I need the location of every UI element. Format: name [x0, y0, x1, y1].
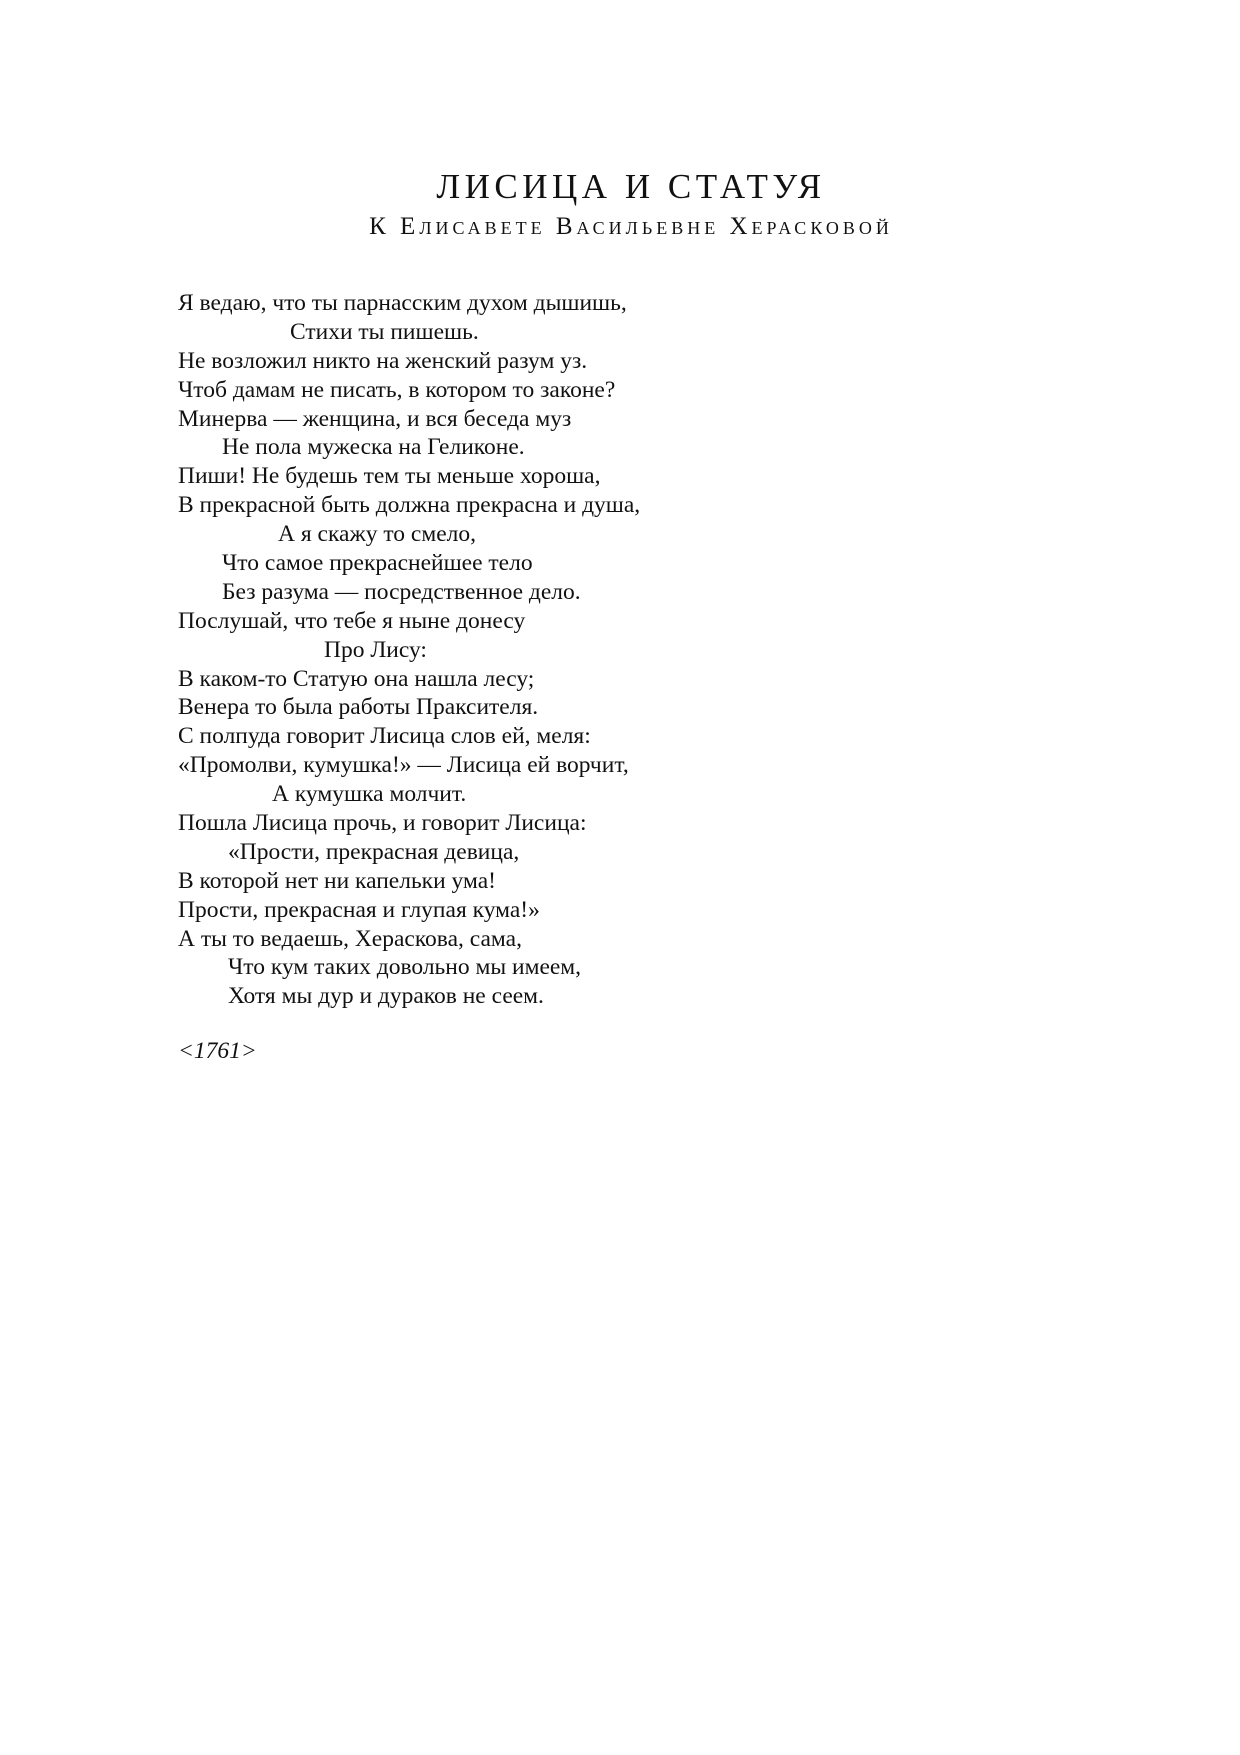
verse-line: Что кум таких довольно мы имеем, — [228, 954, 582, 981]
verse-line: С полпуда говорит Лисица слов ей, меля: — [178, 723, 591, 750]
verse-line: Послушай, что тебе я ныне донесу — [178, 607, 526, 634]
verse-line: Что самое прекраснейшее тело — [222, 550, 533, 577]
poem-dedication: К Елисавете Васильевне Херасковой — [369, 213, 893, 240]
verse-line: Пошла Лисица прочь, и говорит Лисица: — [178, 810, 587, 837]
verse-line: А я скажу то смело, — [278, 521, 476, 548]
verse-line: Не пола мужеска на Геликоне. — [222, 434, 525, 461]
verse-line: А ты то ведаешь, Хераскова, сама, — [178, 925, 522, 952]
poem-date: <1761> — [178, 1038, 257, 1064]
verse-line: Стихи ты пишешь. — [290, 318, 479, 345]
verse-line: В каком-то Статую она нашла лесу; — [178, 665, 535, 692]
verse-line: Без разума — посредственное дело. — [222, 578, 581, 605]
verse-line: Не возложил никто на женский разум уз. — [178, 347, 588, 374]
verse-line: Чтоб дамам не писать, в котором то законе? — [178, 376, 616, 403]
verse-line: Венера то была работы Праксителя. — [178, 694, 539, 721]
verse-line: Про Лису: — [324, 636, 427, 663]
verse-line: «Прости, прекрасная девица, — [228, 838, 520, 865]
verse-line: В прекрасной быть должна прекрасна и душа, — [178, 492, 641, 519]
verse-line: Я ведаю, что ты парнасским духом дышишь, — [178, 290, 627, 316]
verse-line: В которой нет ни капельки ума! — [178, 867, 496, 894]
poem-title: ЛИСИЦА И СТАТУЯ — [436, 167, 826, 206]
verse-line: «Промолви, кумушка!» — Лисица ей ворчит, — [178, 752, 629, 779]
verse-line: Минерва — женщина, и вся беседа муз — [178, 405, 572, 432]
verse-line: Хотя мы дур и дураков не сеем. — [228, 983, 544, 1010]
poem-body — [178, 289, 1078, 1011]
verse-line: А кумушка молчит. — [272, 781, 467, 808]
verse-line: Прости, прекрасная и глупая кума!» — [178, 896, 540, 923]
verse-line: Пиши! Не будешь тем ты меньше хороша, — [178, 463, 601, 490]
